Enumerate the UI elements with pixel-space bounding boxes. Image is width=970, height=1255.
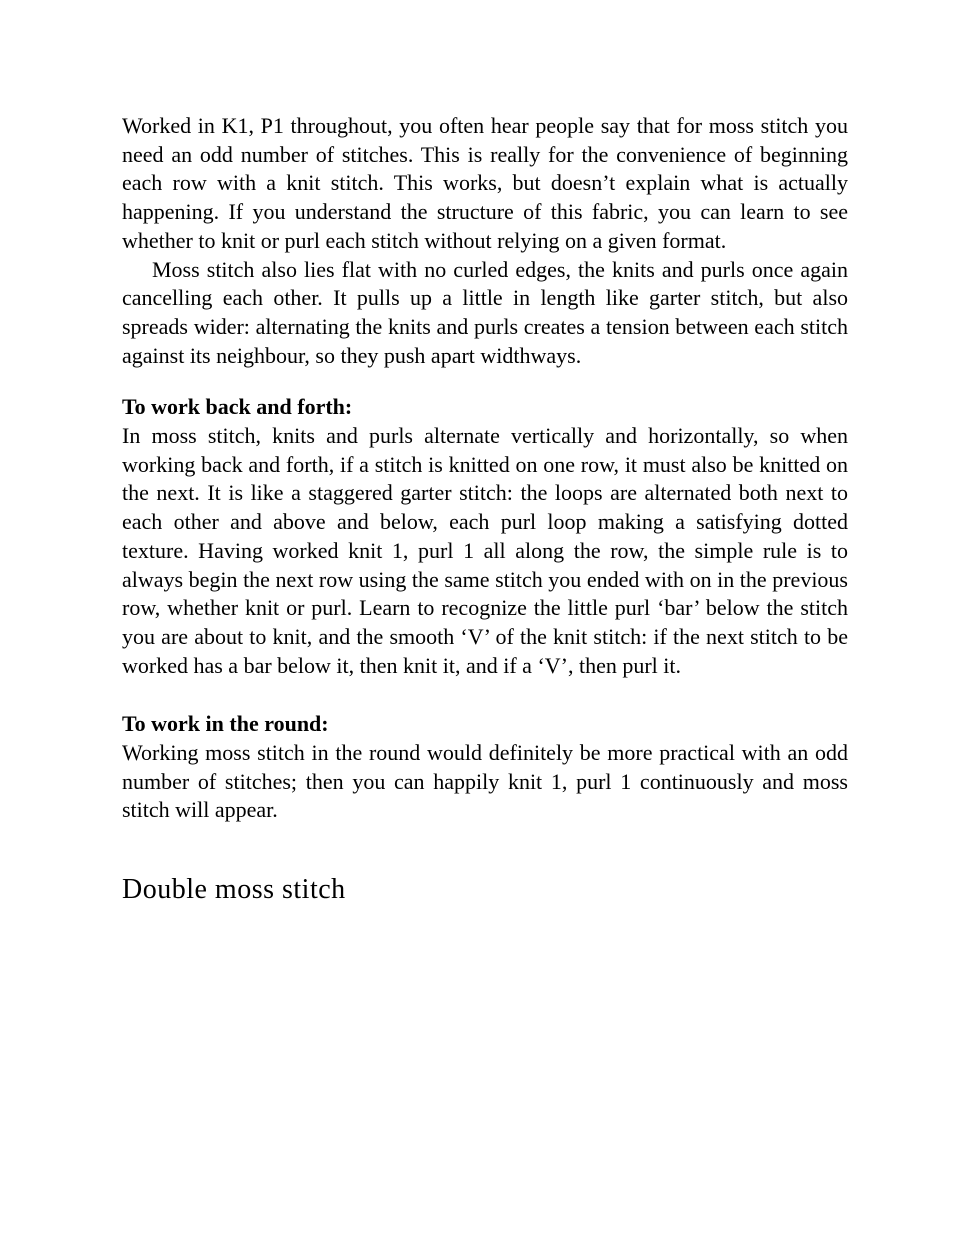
paragraph-intro: Worked in K1, P1 throughout, you often hear people say that for moss stitch you need an odd number of stitches. This is really for the convenience of beginning each row with a knit stitch. This works, but doesn’t explain what is actually happening. If you understand the structure of this fabric, you can learn to see whether to knit or purl each stitch without relying on a given format.	[122, 113, 848, 253]
text-block	[122, 112, 848, 907]
section-title-double-moss-stitch: Double moss stitch	[122, 874, 346, 906]
paragraph-lies-flat: Moss stitch also lies flat with no curled edges, the knits and purls once again cancelling each other. It pulls up a little in length like garter stitch, but also spreads wider: alternating the knits and purls creates a tension between each stitch against its neighbour, so they push apart widthways.	[122, 256, 848, 368]
heading-to-work-back-and-forth: To work back and forth:	[122, 394, 353, 420]
paragraph-in-the-round: Working moss stitch in the round would definitely be more practical with an odd number of stitches; then you can happily knit 1, purl 1 continuously and moss stitch will appear.	[122, 740, 848, 823]
heading-to-work-in-the-round: To work in the round:	[122, 711, 329, 737]
paragraph-back-and-forth: In moss stitch, knits and purls alternate vertically and horizontally, so when working back and forth, if a stitch is knitted on one row, it must also be knitted on the next. It is like a staggered garter stitch: the loops are alternated both next to each other and above and below, each purl loop making a satisfying dotted texture. Having worked knit 1, purl 1 all along the row, the simple rule is to always begin the next row using the same stitch you ended with on in the previous row, whether knit or purl. Learn to recognize the little purl ‘bar’ below the stitch you are about to knit, and the smooth ‘V’ of the knit stitch: if the next stitch to be worked has a bar below it, then knit it, and if a ‘V’, then purl it.	[122, 423, 848, 678]
